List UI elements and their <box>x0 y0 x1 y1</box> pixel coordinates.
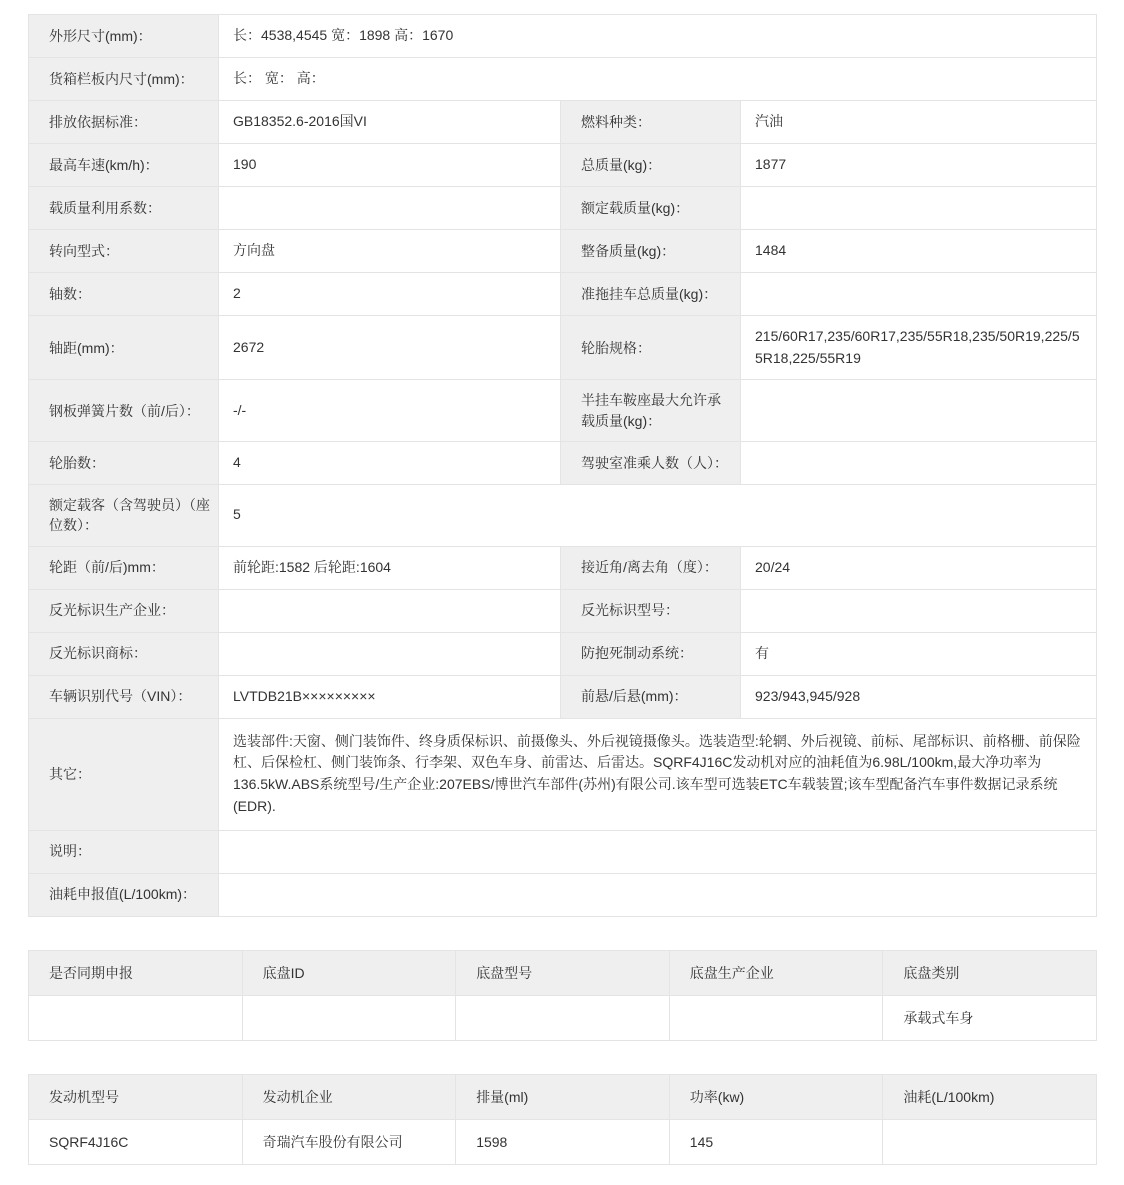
value-tire-spec: 215/60R17,235/60R17,235/55R18,235/50R19,225/55R18,225/55R19 <box>741 316 1097 380</box>
row-reflective-trademark-abs <box>29 632 1097 675</box>
value-other: 选装部件:天窗、侧门装饰件、终身质保标识、前摄像头、外后视镜摄像头。选装造型:轮辋、外后视镜、前标、尾部标识、前格栅、前保险杠、后保检杠、侧门装饰条、行李架、双色车身、前雷达、后雷达。SQRF4J16C发动机对应的油耗值为6.98L/100km,最大净功率为136.5kW.ABS系统型号/生产企业:207EBS/博世汽车部件(苏州)有限公司.该车型可选装ETC车载装置;该车型配备汽车事件数据记录系统(EDR). <box>219 718 1097 830</box>
engine-header-fuel-consumption: 油耗(L/100km) <box>883 1074 1097 1119</box>
value-axle-count: 2 <box>219 273 561 316</box>
value-approach-departure-angle: 20/24 <box>741 546 1097 589</box>
row-reflective-manufacturer-model <box>29 589 1097 632</box>
chassis-table <box>28 950 1097 1041</box>
value-towable-trailer-mass <box>741 273 1097 316</box>
value-fuel-type: 汽油 <box>741 101 1097 144</box>
label-declared-fuel-consumption: 油耗申报值(L/100km)： <box>29 873 219 916</box>
row-other <box>29 718 1097 830</box>
row-rated-passengers <box>29 484 1097 546</box>
label-axle-count: 轴数： <box>29 273 219 316</box>
label-approach-departure-angle: 接近角/离去角（度）： <box>561 546 741 589</box>
label-cargo-box-inner-dimensions: 货箱栏板内尺寸(mm)： <box>29 58 219 101</box>
value-leaf-spring-count: -/- <box>219 380 561 442</box>
vehicle-spec-table <box>28 14 1097 917</box>
label-load-utilization-factor: 载质量利用系数： <box>29 187 219 230</box>
chassis-cell-chassis-manufacturer <box>669 995 883 1040</box>
value-overall-dimensions: 长：4538,4545 宽：1898 高：1670 <box>219 15 1097 58</box>
row-overall-dimensions <box>29 15 1097 58</box>
label-rated-load-mass: 额定载质量(kg)： <box>561 187 741 230</box>
row-wheelbase-tires <box>29 316 1097 380</box>
label-tire-count: 轮胎数： <box>29 441 219 484</box>
label-emission-standard: 排放依据标准： <box>29 101 219 144</box>
value-reflective-marking-trademark <box>219 632 561 675</box>
label-curb-mass: 整备质量(kg)： <box>561 230 741 273</box>
engine-header-engine-model: 发动机型号 <box>29 1074 243 1119</box>
chassis-header-concurrent-declaration: 是否同期申报 <box>29 950 243 995</box>
value-track-width: 前轮距:1582 后轮距:1604 <box>219 546 561 589</box>
label-reflective-marking-model: 反光标识型号： <box>561 589 741 632</box>
row-declared-fuel-consumption <box>29 873 1097 916</box>
chassis-header-chassis-manufacturer: 底盘生产企业 <box>669 950 883 995</box>
label-cab-seating-capacity: 驾驶室准乘人数（人）： <box>561 441 741 484</box>
value-saddle-max-load <box>741 380 1097 442</box>
row-track-angles <box>29 546 1097 589</box>
engine-header-power: 功率(kw) <box>669 1074 883 1119</box>
value-vin: LVTDB21B××××××××× <box>219 675 561 718</box>
row-springs-saddle <box>29 380 1097 442</box>
value-load-utilization-factor <box>219 187 561 230</box>
row-axles-trailer-mass <box>29 273 1097 316</box>
chassis-cell-chassis-category: 承载式车身 <box>883 995 1097 1040</box>
row-tire-count-cab-seats <box>29 441 1097 484</box>
value-steering-type: 方向盘 <box>219 230 561 273</box>
value-max-speed: 190 <box>219 144 561 187</box>
label-towable-trailer-mass: 准拖挂车总质量(kg)： <box>561 273 741 316</box>
row-steering-curb-mass <box>29 230 1097 273</box>
label-front-rear-overhang: 前悬/后悬(mm)： <box>561 675 741 718</box>
chassis-header-chassis-id: 底盘ID <box>242 950 456 995</box>
engine-header-row <box>29 1074 1097 1119</box>
row-remarks <box>29 830 1097 873</box>
chassis-cell-chassis-model <box>456 995 670 1040</box>
label-other: 其它： <box>29 718 219 830</box>
value-cargo-box-inner-dimensions: 长： 宽： 高： <box>219 58 1097 101</box>
label-overall-dimensions: 外形尺寸(mm)： <box>29 15 219 58</box>
label-fuel-type: 燃料种类： <box>561 101 741 144</box>
value-curb-mass: 1484 <box>741 230 1097 273</box>
value-rated-load-mass <box>741 187 1097 230</box>
chassis-data-row <box>29 995 1097 1040</box>
engine-cell-engine-manufacturer: 奇瑞汽车股份有限公司 <box>242 1119 456 1164</box>
label-reflective-marking-manufacturer: 反光标识生产企业： <box>29 589 219 632</box>
value-front-rear-overhang: 923/943,945/928 <box>741 675 1097 718</box>
label-total-mass: 总质量(kg)： <box>561 144 741 187</box>
label-saddle-max-load: 半挂车鞍座最大允许承载质量(kg)： <box>561 380 741 442</box>
chassis-cell-chassis-id <box>242 995 456 1040</box>
chassis-header-row <box>29 950 1097 995</box>
value-cab-seating-capacity <box>741 441 1097 484</box>
engine-cell-fuel-consumption <box>883 1119 1097 1164</box>
value-rated-passengers: 5 <box>219 484 1097 546</box>
engine-cell-engine-model: SQRF4J16C <box>29 1119 243 1164</box>
value-tire-count: 4 <box>219 441 561 484</box>
value-abs-system: 有 <box>741 632 1097 675</box>
label-rated-passengers: 额定载客（含驾驶员）（座位数）： <box>29 484 219 546</box>
row-emission-fuel <box>29 101 1097 144</box>
label-steering-type: 转向型式： <box>29 230 219 273</box>
engine-header-engine-manufacturer: 发动机企业 <box>242 1074 456 1119</box>
chassis-cell-concurrent-declaration <box>29 995 243 1040</box>
value-total-mass: 1877 <box>741 144 1097 187</box>
row-speed-mass <box>29 144 1097 187</box>
label-track-width: 轮距（前/后)mm： <box>29 546 219 589</box>
label-wheelbase: 轴距(mm)： <box>29 316 219 380</box>
label-max-speed: 最高车速(km/h)： <box>29 144 219 187</box>
value-declared-fuel-consumption <box>219 873 1097 916</box>
label-abs-system: 防抱死制动系统： <box>561 632 741 675</box>
chassis-header-chassis-category: 底盘类别 <box>883 950 1097 995</box>
value-wheelbase: 2672 <box>219 316 561 380</box>
value-reflective-marking-manufacturer <box>219 589 561 632</box>
value-reflective-marking-model <box>741 589 1097 632</box>
label-reflective-marking-trademark: 反光标识商标： <box>29 632 219 675</box>
row-load-factor-rated-load <box>29 187 1097 230</box>
label-leaf-spring-count: 钢板弹簧片数（前/后）： <box>29 380 219 442</box>
engine-header-displacement: 排量(ml) <box>456 1074 670 1119</box>
row-vin-overhang <box>29 675 1097 718</box>
engine-data-row <box>29 1119 1097 1164</box>
value-remarks <box>219 830 1097 873</box>
label-tire-spec: 轮胎规格： <box>561 316 741 380</box>
engine-cell-power: 145 <box>669 1119 883 1164</box>
label-remarks: 说明： <box>29 830 219 873</box>
label-vin: 车辆识别代号（VIN）： <box>29 675 219 718</box>
row-cargo-box-inner-dimensions <box>29 58 1097 101</box>
engine-cell-displacement: 1598 <box>456 1119 670 1164</box>
value-emission-standard: GB18352.6-2016国VI <box>219 101 561 144</box>
chassis-header-chassis-model: 底盘型号 <box>456 950 670 995</box>
engine-table <box>28 1074 1097 1165</box>
